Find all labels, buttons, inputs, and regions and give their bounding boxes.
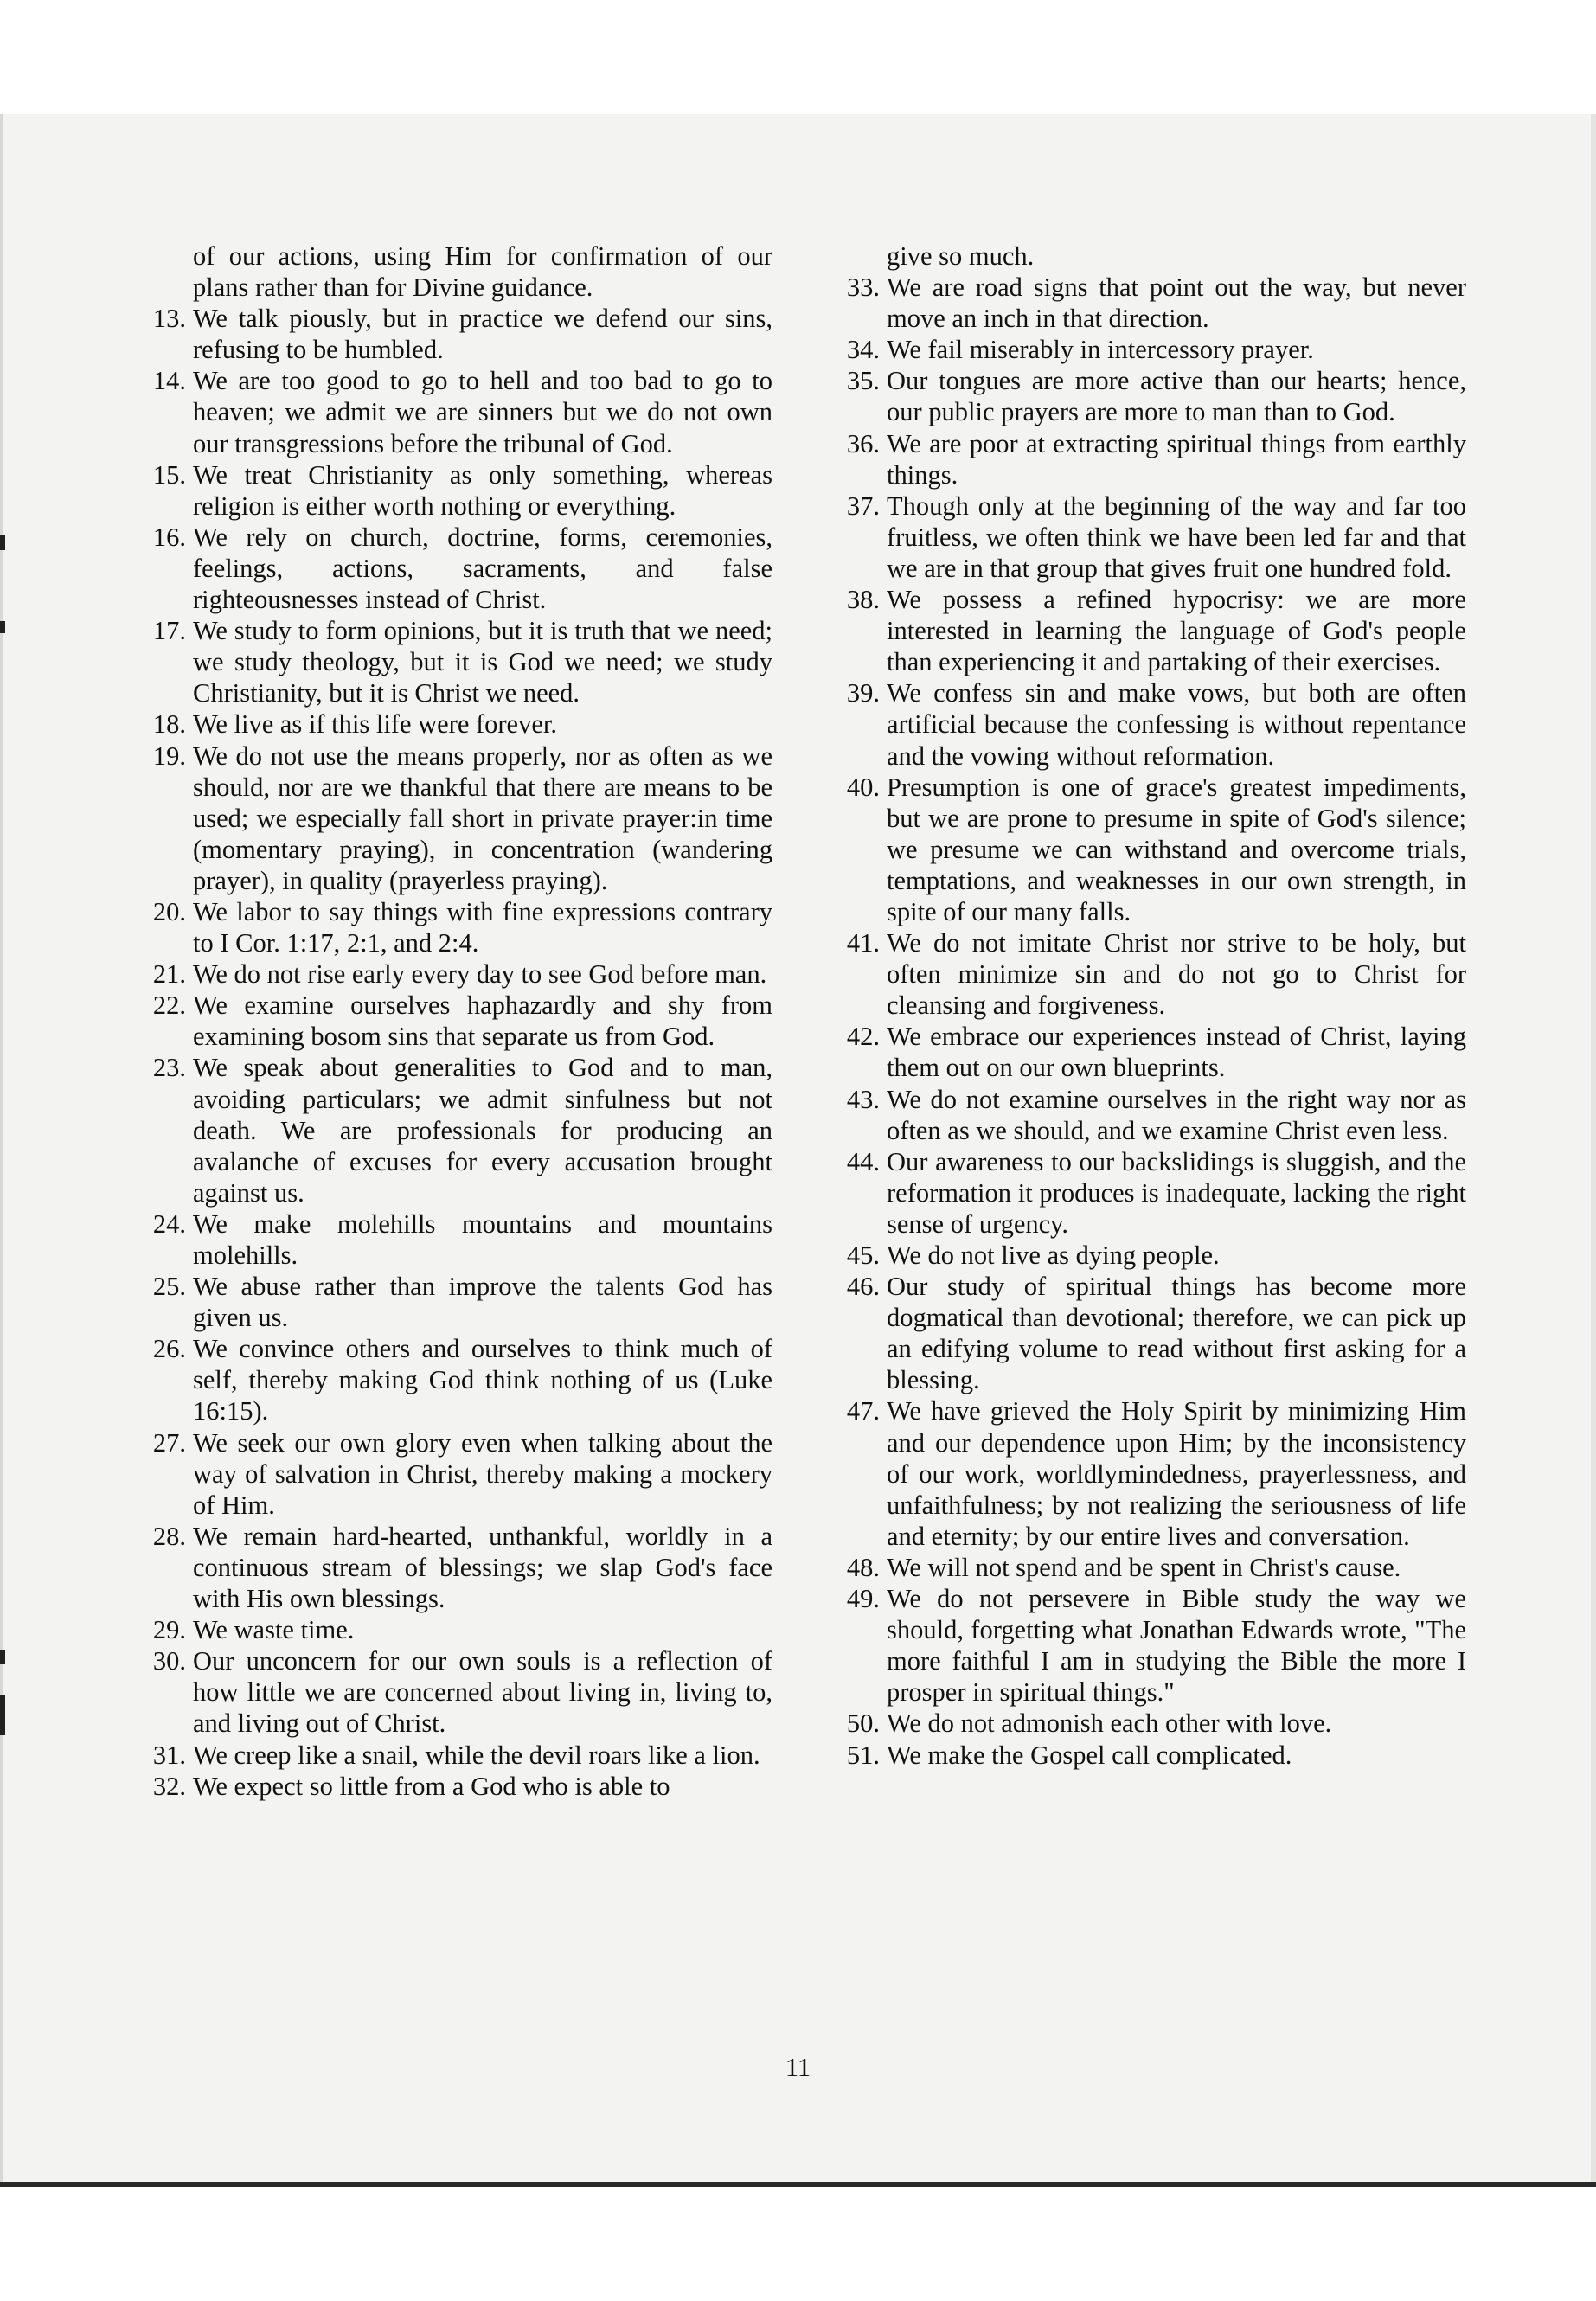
list-item	[846, 365, 1466, 427]
item-number: 19.	[152, 740, 186, 771]
item-number: 43.	[846, 1084, 880, 1114]
item-text: We do not use the means properly, nor as often as we should, nor are we thankful that there are means to be used; we especially fall short in private prayer:in time (momentary praying), in concentration (wandering prayer), in quality (prayerless praying).	[193, 740, 772, 895]
item-text: We do not examine ourselves in the right way nor as often as we should, and we examine Christ even less.	[887, 1084, 1466, 1145]
page-number: 11	[785, 2053, 811, 2082]
item-text: We make the Gospel call complicated.	[887, 1740, 1292, 1770]
page-edge-shadow	[1591, 114, 1596, 2186]
item-text: We do not imitate Christ nor strive to be holy, but often minimize sin and do not go to Christ for cleansing and forgiveness.	[887, 928, 1466, 1021]
item-number: 34.	[846, 335, 880, 365]
list-item	[152, 303, 772, 365]
item-text: We will not spend and be spent in Christ's cause.	[887, 1552, 1401, 1582]
item-number: 40.	[846, 772, 880, 802]
item-number: 42.	[846, 1022, 880, 1052]
item-text: We have grieved the Holy Spirit by minimizing Him and our dependence upon Him; by the inconsistency of our work, worldlymindedness, prayerlessness, and unfaithfulness; by not realizing the seriousness of life and eternity; by our entire lives and conversation.	[887, 1396, 1466, 1551]
item-text: We rely on church, doctrine, forms, ceremonies, feelings, actions, sacraments, and false righteousnesses instead of Christ.	[193, 522, 772, 615]
item-text: We are poor at extracting spiritual things from earthly things.	[887, 428, 1466, 490]
item-number: 22.	[152, 990, 186, 1021]
item-text: We make molehills mountains and mountains molehills.	[193, 1208, 772, 1270]
list-item	[846, 772, 1466, 927]
item-number: 25.	[152, 1272, 186, 1302]
item-number: 33.	[846, 272, 880, 303]
list-item	[152, 1771, 772, 1802]
item-text: We do not live as dying people.	[887, 1240, 1220, 1270]
item-text: We treat Christianity as only something, whereas religion is either worth nothing or everything.	[193, 459, 772, 521]
list-item	[846, 334, 1466, 365]
item-number: 45.	[846, 1240, 880, 1270]
list-item	[846, 1084, 1466, 1146]
list-item	[846, 1583, 1466, 1708]
item-number: 21.	[152, 959, 186, 990]
item-text: We talk piously, but in practice we defend our sins, refusing to be humbled.	[193, 304, 772, 365]
list-item	[152, 958, 772, 990]
list-item	[846, 1146, 1466, 1240]
item-number: 48.	[846, 1552, 880, 1582]
item-text: Our unconcern for our own souls is a reflection of how little we are concerned about living in, living to, and living out of Christ.	[193, 1646, 772, 1739]
list-item	[846, 1240, 1466, 1271]
continuation-line: of our actions, using Him for confirmation of our plans rather than for Divine guidance.	[193, 241, 772, 303]
left-column	[152, 240, 772, 1802]
item-number: 24.	[152, 1208, 186, 1239]
list-item	[152, 1740, 772, 1771]
list-item	[152, 990, 772, 1052]
item-number: 14.	[152, 366, 186, 396]
item-number: 39.	[846, 678, 880, 708]
list-item	[152, 1208, 772, 1271]
item-text: We creep like a snail, while the devil roars like a lion.	[193, 1740, 760, 1770]
list-item	[152, 365, 772, 458]
edge-mark	[0, 1650, 5, 1664]
continuation-line: give so much.	[887, 241, 1035, 271]
page-bottom-edge	[0, 2182, 1596, 2187]
item-number: 35.	[846, 366, 880, 396]
list-item	[152, 1052, 772, 1208]
item-text: Our study of spiritual things has become more dogmatical than devotional; therefore, we can pick up an edifying volume to read without first asking for a blessing.	[887, 1272, 1466, 1395]
item-text: We do not admonish each other with love.	[887, 1708, 1332, 1739]
item-text: We are too good to go to hell and too bad to go to heaven; we admit we are sinners but we do not own our transgressions before the tribunal of God.	[193, 366, 772, 458]
item-text: We do not rise early every day to see God before man.	[193, 959, 767, 990]
item-number: 31.	[152, 1740, 186, 1770]
item-number: 37.	[846, 490, 880, 521]
item-number: 44.	[846, 1146, 880, 1176]
item-number: 18.	[152, 709, 186, 740]
item-text: We abuse rather than improve the talents God has given us.	[193, 1272, 772, 1333]
list-item	[846, 272, 1466, 334]
item-number: 26.	[152, 1334, 186, 1364]
item-text: We expect so little from a God who is able to	[193, 1771, 670, 1801]
item-text: We speak about generalities to God and to man, avoiding particulars; we admit sinfulness but not death. We are professionals for producing an avalanche of excuses for every accusation brought against us.	[193, 1053, 772, 1208]
item-text: We study to form opinions, but it is truth that we need; we study theology, but it is God we need; we study Christianity, but it is Christ we need.	[193, 616, 772, 708]
item-number: 32.	[152, 1771, 186, 1801]
continuation-text	[887, 240, 1466, 272]
item-number: 28.	[152, 1521, 186, 1551]
list-item	[846, 1552, 1466, 1583]
list-item	[846, 1395, 1466, 1551]
item-number: 27.	[152, 1427, 186, 1458]
edge-mark	[0, 621, 5, 633]
item-number: 50.	[846, 1708, 880, 1739]
edge-mark	[0, 535, 5, 550]
list-item	[152, 1614, 772, 1645]
list-item	[152, 740, 772, 896]
item-text: We labor to say things with fine expressions contrary to I Cor. 1:17, 2:1, and 2:4.	[193, 896, 772, 958]
list-item	[846, 1271, 1466, 1395]
item-text: Though only at the beginning of the way and far too fruitless, we often think we have been led far and that we are in that group that gives fruit one hundred fold.	[887, 490, 1466, 583]
list-item	[152, 896, 772, 958]
item-number: 36.	[846, 428, 880, 458]
list-item	[152, 1645, 772, 1739]
item-number: 20.	[152, 896, 186, 926]
list-item	[846, 677, 1466, 771]
item-number: 13.	[152, 304, 186, 334]
item-number: 47.	[846, 1396, 880, 1426]
item-text: We convince others and ourselves to think much of self, thereby making God think nothing of us (Luke 16:15).	[193, 1334, 772, 1426]
item-text: We seek our own glory even when talking about the way of salvation in Christ, thereby making a mockery of Him.	[193, 1427, 772, 1520]
list-item	[152, 1427, 772, 1521]
item-text: We do not persevere in Bible study the way we should, forgetting what Jonathan Edwards wrote, "The more faithful I am in studying the Bible the more I prosper in spiritual things."	[887, 1584, 1466, 1708]
item-text: We possess a refined hypocrisy: we are more interested in learning the language of God's people than experiencing it and partaking of their exercises.	[887, 585, 1466, 677]
item-text: We confess sin and make vows, but both are often artificial because the confessing is without repentance and the vowing without reformation.	[887, 678, 1466, 771]
item-text: We fail miserably in intercessory prayer.	[887, 335, 1314, 365]
list-item	[846, 927, 1466, 1021]
right-column	[846, 240, 1466, 1771]
list-item	[152, 522, 772, 615]
list-item	[152, 615, 772, 708]
list-item	[846, 1021, 1466, 1083]
list-item	[152, 1521, 772, 1614]
list-item	[152, 1271, 772, 1333]
item-number: 46.	[846, 1272, 880, 1302]
item-number: 16.	[152, 522, 186, 552]
item-number: 38.	[846, 585, 880, 615]
item-number: 51.	[846, 1740, 880, 1770]
item-text: Our tongues are more active than our hearts; hence, our public prayers are more to man than to God.	[887, 366, 1466, 427]
item-number: 30.	[152, 1646, 186, 1676]
list-item	[152, 708, 772, 740]
item-text: We are road signs that point out the way, but never move an inch in that direction.	[887, 272, 1466, 334]
item-text: Our awareness to our backslidings is sluggish, and the reformation it produces is inadequate, lacking the right sense of urgency.	[887, 1146, 1466, 1239]
edge-mark	[0, 1695, 5, 1735]
item-number: 15.	[152, 459, 186, 490]
item-text: We embrace our experiences instead of Christ, laying them out on our own blueprints.	[887, 1022, 1466, 1083]
list-item	[846, 428, 1466, 490]
item-text: We remain hard-hearted, unthankful, worldly in a continuous stream of blessings; we slap God's face with His own blessings.	[193, 1521, 772, 1614]
item-number: 17.	[152, 616, 186, 646]
item-text: We examine ourselves haphazardly and shy from examining bosom sins that separate us from God.	[193, 990, 772, 1052]
list-item	[846, 1740, 1466, 1771]
list-item	[846, 490, 1466, 584]
list-item	[846, 1708, 1466, 1739]
item-number: 23.	[152, 1053, 186, 1083]
list-item	[152, 1333, 772, 1426]
list-item	[152, 459, 772, 522]
item-text: We live as if this life were forever.	[193, 709, 557, 740]
item-text: Presumption is one of grace's greatest impediments, but we are prone to presume in spite of God's silence; we presume we can withstand and overcome trials, temptations, and weaknesses in our own strength, in spite of our many falls.	[887, 772, 1466, 926]
list-item	[846, 584, 1466, 677]
continuation-text	[193, 240, 772, 303]
item-number: 41.	[846, 928, 880, 958]
item-number: 49.	[846, 1584, 880, 1614]
item-text: We waste time.	[193, 1615, 355, 1645]
item-number: 29.	[152, 1615, 186, 1645]
